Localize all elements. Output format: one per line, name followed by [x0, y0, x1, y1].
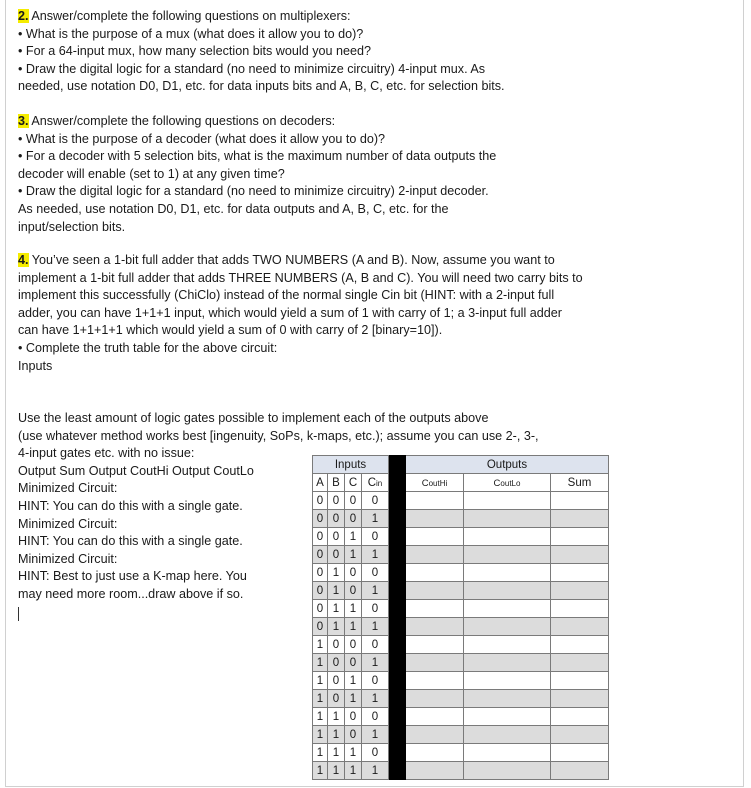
bottom-line-0: Use the least amount of logic gates possible to implement each of the outputs above — [18, 411, 489, 425]
table-divider — [389, 474, 406, 492]
input-cell: 1 — [362, 582, 389, 600]
input-cell: 0 — [362, 492, 389, 510]
input-cell: 0 — [313, 492, 328, 510]
output-cell[interactable] — [551, 510, 609, 528]
hint-line-6: HINT: Best to just use a K-map here. You — [18, 569, 247, 584]
q2-line-2: • For a 64-input mux, how many selection bits would you need? — [18, 44, 372, 59]
table-row — [313, 690, 609, 708]
input-cell: 1 — [345, 600, 362, 618]
output-cell[interactable] — [551, 492, 609, 510]
q4-line-2: implement this successfully (ChiClo) instead of the normal single Cin bit (HINT: with a 2-input full — [18, 288, 555, 303]
bottom-line-1: (use whatever method works best [ingenuity, SoPs, k-maps, etc.); assume you can use 2-, 3-, — [18, 428, 539, 443]
input-cell: 0 — [313, 528, 328, 546]
input-cell: 1 — [313, 654, 328, 672]
q3-line-4: • Draw the digital logic for a standard (no need to minimize circuitry) 2-input decoder. — [18, 184, 489, 199]
output-cell[interactable] — [464, 600, 551, 618]
q3-line-0: 3. Answer/complete the following questions on decoders: — [18, 114, 336, 128]
input-cell: 1 — [328, 708, 345, 726]
input-cell: 1 — [345, 528, 362, 546]
table-divider — [389, 690, 406, 708]
output-cell[interactable] — [464, 546, 551, 564]
table-row — [313, 672, 609, 690]
input-cell: 1 — [313, 708, 328, 726]
table-divider — [389, 618, 406, 636]
q2-line-3: • Draw the digital logic for a standard (no need to minimize circuitry) 4-input mux. As — [18, 61, 486, 76]
table-divider — [389, 510, 406, 528]
input-cell: 0 — [345, 582, 362, 600]
input-cell: 0 — [328, 510, 345, 528]
truth-table — [312, 455, 609, 780]
output-cell[interactable] — [406, 762, 464, 780]
input-cell: 0 — [313, 600, 328, 618]
hint-line-5: Minimized Circuit: — [18, 551, 118, 566]
input-cell: 0 — [313, 510, 328, 528]
output-cell[interactable] — [406, 618, 464, 636]
input-cell: 1 — [345, 762, 362, 780]
question-3 — [18, 113, 638, 236]
input-cell: 1 — [328, 744, 345, 762]
input-cell: 0 — [345, 492, 362, 510]
q4-line-1: implement a 1-bit full adder that adds THREE NUMBERS (A, B and C). You will need two carry bits to — [18, 270, 583, 285]
input-cell: 1 — [362, 762, 389, 780]
q3-line-2: • For a decoder with 5 selection bits, what is the maximum number of data outputs the — [18, 149, 497, 164]
output-cell[interactable] — [464, 744, 551, 762]
output-cell[interactable] — [406, 744, 464, 762]
table-row — [313, 618, 609, 636]
col-cin: Cin — [362, 474, 389, 492]
output-cell[interactable] — [551, 546, 609, 564]
q4-line-0: 4. You’ve seen a 1-bit full adder that adds TWO NUMBERS (A and B). Now, assume you want to — [18, 253, 555, 267]
hint-line-7: may need more room...draw above if so. — [18, 586, 244, 601]
q3-line-5: As needed, use notation D0, D1, etc. for data outputs and A, B, C, etc. for the — [18, 201, 449, 216]
table-row — [313, 654, 609, 672]
output-cell[interactable] — [406, 636, 464, 654]
q4-line-5: • Complete the truth table for the above circuit: — [18, 340, 278, 355]
output-cell[interactable] — [464, 528, 551, 546]
table-row — [313, 762, 609, 780]
input-cell: 0 — [345, 564, 362, 582]
output-cell[interactable] — [464, 672, 551, 690]
outputs-group-header: Outputs — [406, 456, 609, 474]
input-cell: 0 — [345, 654, 362, 672]
hint-line-3: Minimized Circuit: — [18, 516, 118, 531]
hint-line-2: HINT: You can do this with a single gate. — [18, 498, 243, 513]
output-cell[interactable] — [406, 510, 464, 528]
input-cell: 0 — [328, 654, 345, 672]
output-cell[interactable] — [551, 528, 609, 546]
text-cursor — [18, 607, 19, 621]
table-divider — [389, 492, 406, 510]
output-cell[interactable] — [406, 564, 464, 582]
input-cell: 1 — [362, 654, 389, 672]
output-cell[interactable] — [406, 600, 464, 618]
output-cell[interactable] — [464, 690, 551, 708]
table-row — [313, 636, 609, 654]
input-cell: 1 — [362, 510, 389, 528]
input-cell: 1 — [328, 564, 345, 582]
input-cell: 0 — [345, 636, 362, 654]
table-row — [313, 744, 609, 762]
table-divider — [389, 546, 406, 564]
q3-number: 3. — [18, 114, 29, 128]
input-cell: 1 — [345, 744, 362, 762]
input-cell: 0 — [362, 528, 389, 546]
output-cell[interactable] — [406, 654, 464, 672]
output-cell[interactable] — [464, 510, 551, 528]
q3-line-6: input/selection bits. — [18, 219, 126, 234]
q4-line-3: adder, you can have 1+1+1 input, which would yield a sum of 1 with carry of 1; a 3-input full adder — [18, 305, 562, 320]
col-b: B — [328, 474, 345, 492]
question-4 — [18, 252, 638, 375]
table-row — [313, 582, 609, 600]
output-cell[interactable] — [551, 618, 609, 636]
q2-line-0: 2. Answer/complete the following questions on multiplexers: — [18, 9, 351, 23]
col-coutlo: CoutLo — [464, 474, 551, 492]
input-cell: 0 — [345, 510, 362, 528]
input-cell: 0 — [313, 582, 328, 600]
output-cell[interactable] — [464, 708, 551, 726]
output-cell[interactable] — [406, 708, 464, 726]
input-cell: 0 — [313, 546, 328, 564]
input-cell: 0 — [362, 708, 389, 726]
table-row — [313, 726, 609, 744]
table-divider — [389, 636, 406, 654]
table-divider — [389, 528, 406, 546]
q3-line-1: • What is the purpose of a decoder (what does it allow you to do)? — [18, 131, 386, 146]
q4-line-6: Inputs — [18, 358, 53, 373]
input-cell: 1 — [362, 690, 389, 708]
input-cell: 1 — [313, 744, 328, 762]
table-divider — [389, 744, 406, 762]
q2-line-1: • What is the purpose of a mux (what does it allow you to do)? — [18, 26, 364, 41]
output-cell[interactable] — [464, 654, 551, 672]
q4-line-4: can have 1+1+1+1 which would yield a sum of 0 with carry of 2 [binary=10]). — [18, 323, 443, 338]
input-cell: 0 — [328, 690, 345, 708]
table-divider — [389, 726, 406, 744]
table-row — [313, 510, 609, 528]
col-a: A — [313, 474, 328, 492]
output-cell[interactable] — [406, 492, 464, 510]
input-cell: 1 — [328, 762, 345, 780]
col-c: C — [345, 474, 362, 492]
table-divider — [389, 672, 406, 690]
table-divider — [389, 600, 406, 618]
input-cell: 1 — [313, 672, 328, 690]
output-cell[interactable] — [406, 690, 464, 708]
input-cell: 1 — [313, 726, 328, 744]
table-divider — [389, 456, 406, 474]
output-cell[interactable] — [406, 546, 464, 564]
output-cell[interactable] — [551, 726, 609, 744]
input-cell: 1 — [313, 690, 328, 708]
bottom-line-2: 4-input gates etc. with no issue: — [18, 446, 195, 461]
table-divider — [389, 762, 406, 780]
output-cell[interactable] — [551, 672, 609, 690]
inputs-group-header: Inputs — [313, 456, 389, 474]
table-row — [313, 564, 609, 582]
col-couthi: CoutHi — [406, 474, 464, 492]
output-cell[interactable] — [464, 492, 551, 510]
input-cell: 1 — [362, 618, 389, 636]
input-cell: 0 — [362, 600, 389, 618]
input-cell: 0 — [313, 618, 328, 636]
table-divider — [389, 654, 406, 672]
output-cell[interactable] — [551, 708, 609, 726]
table-row — [313, 492, 609, 510]
table-row — [313, 546, 609, 564]
input-cell: 1 — [328, 618, 345, 636]
input-cell: 1 — [328, 726, 345, 744]
q2-line-4: needed, use notation D0, D1, etc. for data inputs bits and A, B, C, etc. for selection bits. — [18, 79, 505, 94]
output-cell[interactable] — [464, 636, 551, 654]
input-cell: 0 — [328, 492, 345, 510]
output-cell[interactable] — [464, 564, 551, 582]
table-row — [313, 528, 609, 546]
output-cell[interactable] — [406, 582, 464, 600]
output-cell[interactable] — [551, 564, 609, 582]
table-divider — [389, 564, 406, 582]
output-cell[interactable] — [464, 582, 551, 600]
input-cell: 0 — [362, 636, 389, 654]
output-cell[interactable] — [406, 726, 464, 744]
q3-line-3: decoder will enable (set to 1) at any given time? — [18, 166, 285, 181]
input-cell: 0 — [345, 726, 362, 744]
table-row — [313, 600, 609, 618]
output-cell[interactable] — [464, 618, 551, 636]
table-row — [313, 708, 609, 726]
table-divider — [389, 708, 406, 726]
input-cell: 0 — [328, 636, 345, 654]
input-cell: 1 — [345, 672, 362, 690]
input-cell: 0 — [328, 672, 345, 690]
input-cell: 1 — [328, 582, 345, 600]
output-cell[interactable] — [551, 690, 609, 708]
input-cell: 1 — [362, 546, 389, 564]
input-cell: 1 — [362, 726, 389, 744]
output-cell[interactable] — [464, 762, 551, 780]
input-cell: 1 — [345, 690, 362, 708]
input-cell: 1 — [313, 636, 328, 654]
col-sum: Sum — [551, 474, 609, 492]
input-cell: 1 — [313, 762, 328, 780]
input-cell: 0 — [362, 672, 389, 690]
table-divider — [389, 582, 406, 600]
input-cell: 1 — [345, 546, 362, 564]
hint-line-4: HINT: You can do this with a single gate. — [18, 534, 243, 549]
input-cell: 0 — [328, 528, 345, 546]
q2-number: 2. — [18, 9, 29, 23]
input-cell: 0 — [313, 564, 328, 582]
output-cell[interactable] — [551, 636, 609, 654]
input-cell: 0 — [328, 546, 345, 564]
output-cell[interactable] — [551, 600, 609, 618]
hint-line-1: Minimized Circuit: — [18, 481, 118, 496]
input-cell: 0 — [362, 564, 389, 582]
output-cell[interactable] — [551, 744, 609, 762]
output-cell[interactable] — [551, 654, 609, 672]
output-cell[interactable] — [406, 672, 464, 690]
q4-number: 4. — [18, 253, 29, 267]
question-2 — [18, 8, 638, 96]
output-cell[interactable] — [551, 582, 609, 600]
input-cell: 0 — [362, 744, 389, 762]
input-cell: 1 — [328, 600, 345, 618]
input-cell: 0 — [345, 708, 362, 726]
output-cell[interactable] — [551, 762, 609, 780]
truth-table-body — [313, 492, 609, 780]
input-cell: 1 — [345, 618, 362, 636]
output-cell[interactable] — [464, 726, 551, 744]
output-cell[interactable] — [406, 528, 464, 546]
hint-line-0: Output Sum Output CoutHi Output CoutLo — [18, 463, 254, 478]
